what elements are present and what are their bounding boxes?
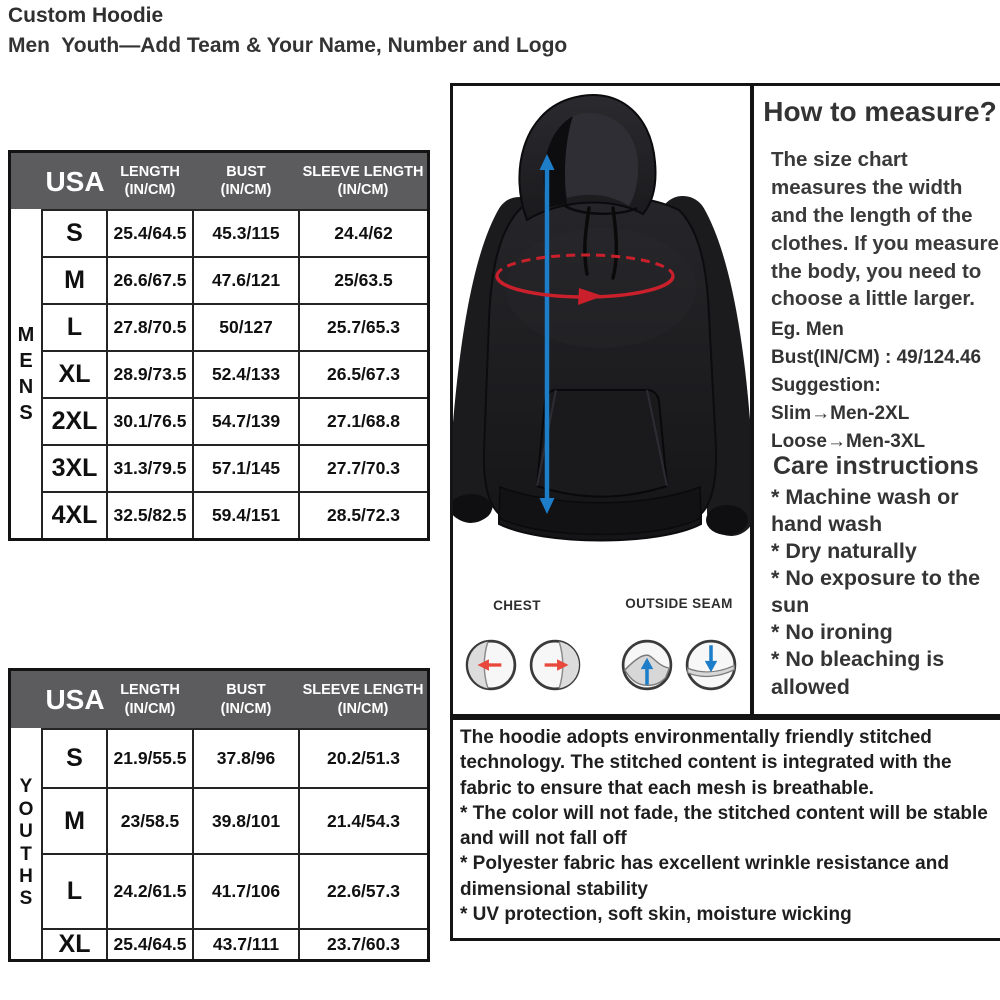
description-paragraph: * UV protection, soft skin, moisture wicking — [460, 903, 852, 925]
panel-divider — [750, 86, 754, 714]
column-header-length: LENGTH (IN/CM) — [120, 163, 180, 198]
sizing-example — [771, 316, 1000, 456]
bust-cell: 52.4/133 — [193, 351, 299, 398]
size-cell: 4XL — [43, 492, 107, 538]
youths-size-row — [43, 854, 427, 929]
care-instructions-title: Care instructions — [773, 452, 979, 480]
outside-seam-up-icon — [620, 638, 674, 692]
mens-size-row — [43, 492, 427, 538]
sleeve-cell: 24.4/62 — [299, 210, 427, 257]
outside-seam-label: OUTSIDE SEAM — [625, 596, 733, 611]
sleeve-cell: 25/63.5 — [299, 257, 427, 304]
how-to-measure-body: The size chart measures the width and the length of the clothes. If you measure the body, you need to choose a little larger. — [771, 148, 999, 311]
sleeve-cell: 27.7/70.3 — [299, 445, 427, 492]
mens-size-row — [43, 210, 427, 257]
care-instruction-item: * No exposure to the sun — [771, 566, 981, 618]
how-to-measure-pane — [757, 86, 1000, 714]
length-cell: 28.9/73.5 — [107, 351, 193, 398]
size-cell: 2XL — [43, 398, 107, 445]
care-instruction-item: * Dry naturally — [771, 539, 917, 564]
bust-cell: 41.7/106 — [193, 854, 299, 929]
length-cell: 23/58.5 — [107, 788, 193, 854]
product-description-box — [450, 717, 1000, 941]
size-cell: M — [43, 257, 107, 304]
length-cell: 32.5/82.5 — [107, 492, 193, 538]
mens-size-table — [8, 150, 430, 541]
hoodie-measure-illustration — [453, 88, 750, 608]
size-cell: XL — [43, 929, 107, 959]
mens-size-row — [43, 304, 427, 351]
bust-cell: 54.7/139 — [193, 398, 299, 445]
youths-size-row — [43, 729, 427, 788]
length-cell: 25.4/64.5 — [107, 929, 193, 959]
size-cell: 3XL — [43, 445, 107, 492]
sizing-example-line: Bust(IN/CM) : 49/124.46 — [771, 346, 982, 368]
size-cell: XL — [43, 351, 107, 398]
mens-size-row — [43, 445, 427, 492]
care-instruction-item: * No ironing — [771, 620, 893, 645]
sleeve-cell: 28.5/72.3 — [299, 492, 427, 538]
sleeve-cell: 25.7/65.3 — [299, 304, 427, 351]
size-cell: M — [43, 788, 107, 854]
how-to-measure-title: How to measure? — [763, 96, 997, 127]
bust-cell: 45.3/115 — [193, 210, 299, 257]
care-instruction-item: * No bleaching is allowed — [771, 647, 945, 699]
chest-label: CHEST — [493, 598, 541, 613]
sleeve-cell: 22.6/57.3 — [299, 854, 427, 929]
chest-measure-right-icon — [528, 638, 582, 692]
bust-cell: 47.6/121 — [193, 257, 299, 304]
length-cell: 21.9/55.5 — [107, 729, 193, 788]
sizing-example-line: Slim→Men-2XL — [771, 402, 910, 424]
bust-cell: 57.1/145 — [193, 445, 299, 492]
measurement-panel — [450, 83, 1000, 717]
sleeve-cell: 26.5/67.3 — [299, 351, 427, 398]
care-instructions-list — [771, 484, 1000, 701]
mens-size-row — [43, 257, 427, 304]
sleeve-cell: 27.1/68.8 — [299, 398, 427, 445]
size-cell: L — [43, 304, 107, 351]
column-header-length: LENGTH (IN/CM) — [120, 682, 180, 717]
length-cell: 31.3/79.5 — [107, 445, 193, 492]
sleeve-cell: 20.2/51.3 — [299, 729, 427, 788]
column-header-bust: BUST (IN/CM) — [220, 682, 272, 717]
column-header-usa: USA — [45, 165, 105, 197]
column-header-sleeve-length: SLEEVE LENGTH (IN/CM) — [302, 163, 424, 198]
mens-size-row — [43, 351, 427, 398]
length-cell: 30.1/76.5 — [107, 398, 193, 445]
sleeve-cell: 23.7/60.3 — [299, 929, 427, 959]
mens-group-label: M E N S — [11, 209, 43, 538]
youths-table-header — [11, 671, 427, 728]
size-cell: S — [43, 729, 107, 788]
column-header-sleeve-length: SLEEVE LENGTH (IN/CM) — [302, 682, 424, 717]
care-instruction-item: * Machine wash or hand wash — [771, 485, 959, 537]
sizing-example-line: Loose→Men-3XL — [771, 430, 926, 452]
youths-size-table — [8, 668, 430, 962]
description-paragraph: The hoodie adopts environmentally friendly stitched technology. The stitched content is integrated with the fabric to ensure that each mesh is breathable. — [460, 727, 952, 799]
bust-cell: 43.7/111 — [193, 929, 299, 959]
length-cell: 27.8/70.5 — [107, 304, 193, 351]
mens-table-header — [11, 153, 427, 209]
sleeve-cell: 21.4/54.3 — [299, 788, 427, 854]
product-title: Custom Hoodie — [8, 4, 164, 27]
column-header-usa: USA — [45, 684, 105, 715]
mens-size-row — [43, 398, 427, 445]
description-paragraph: * The color will not fade, the stitched content will be stable and will not fall off — [460, 802, 988, 850]
sizing-example-line: Eg. Men — [771, 319, 844, 340]
hoodie-photo — [453, 95, 748, 541]
bust-cell: 39.8/101 — [193, 788, 299, 854]
column-header-bust: BUST (IN/CM) — [220, 163, 272, 198]
outside-seam-down-icon — [684, 638, 738, 692]
youths-size-row — [43, 788, 427, 854]
bust-cell: 50/127 — [193, 304, 299, 351]
sizing-example-line: Suggestion: — [771, 374, 881, 396]
length-cell: 26.6/67.5 — [107, 257, 193, 304]
bust-cell: 59.4/151 — [193, 492, 299, 538]
chest-measure-left-icon — [464, 638, 518, 692]
size-cell: L — [43, 854, 107, 929]
youths-group-label: Y O U T H S — [11, 728, 43, 959]
youths-size-row — [43, 929, 427, 959]
length-cell: 25.4/64.5 — [107, 210, 193, 257]
description-paragraph: * Polyester fabric has excellent wrinkle resistance and dimensional stability — [460, 853, 949, 900]
product-subtitle: Men Youth—Add Team & Your Name, Number and Logo — [8, 34, 568, 57]
length-cell: 24.2/61.5 — [107, 854, 193, 929]
bust-cell: 37.8/96 — [193, 729, 299, 788]
size-cell: S — [43, 210, 107, 257]
